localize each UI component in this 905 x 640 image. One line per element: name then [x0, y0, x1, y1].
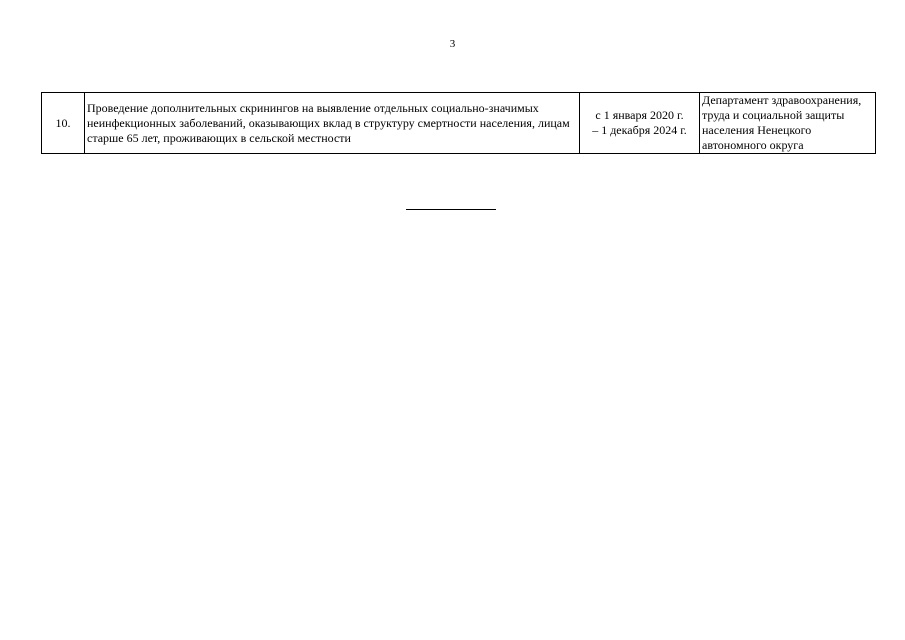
table-row — [42, 93, 876, 154]
measures-table — [41, 92, 876, 154]
end-separator-line — [406, 209, 496, 210]
implementation-period — [580, 93, 700, 154]
page-number: 3 — [449, 38, 456, 50]
period-start: с 1 января 2020 г. — [595, 108, 684, 122]
measure-description: Проведение дополнительных скринингов на выявление отдельных социально-значимых неинфекционных заболеваний, оказывающих вклад в структуру смертности населения, лицам старше 65 лет, проживающих в сельской местности — [85, 93, 580, 154]
responsible-department: Департамент здравоохранения, труда и социальной защиты населения Ненецкого автономного округа — [700, 93, 876, 154]
row-number: 10. — [42, 93, 85, 154]
period-end: – 1 декабря 2024 г. — [592, 123, 687, 137]
